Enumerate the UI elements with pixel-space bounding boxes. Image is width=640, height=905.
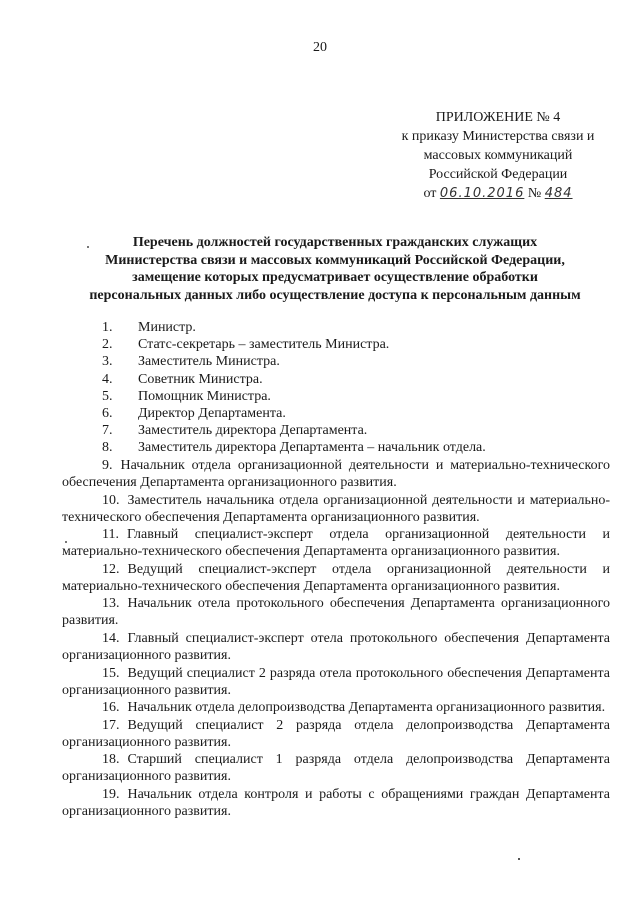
scan-speck	[65, 541, 67, 543]
item-text: Статс-секретарь – заместитель Министра.	[138, 337, 390, 353]
list-item	[62, 492, 610, 526]
item-text: Помощник Министра.	[138, 388, 271, 404]
appendix-date-line	[378, 184, 618, 203]
item-number: 2.	[102, 337, 113, 353]
item-number: 18.	[102, 752, 120, 768]
item-text: Начальник отела протокольного обеспечения Департамента организационного развития.	[62, 596, 610, 629]
list-item	[62, 371, 610, 388]
item-text: Советник Министра.	[138, 371, 263, 387]
item-number: 1.	[102, 320, 113, 335]
appendix-title: ПРИЛОЖЕНИЕ № 4	[435, 110, 561, 125]
item-number: 7.	[102, 423, 113, 439]
heading-line: Перечень должностей государственных гражданских служащих	[132, 235, 538, 250]
handwritten-date: 06.10.2016	[439, 186, 525, 201]
scan-speck	[518, 858, 520, 860]
item-number: 19.	[102, 787, 120, 803]
item-number: 13.	[102, 596, 120, 612]
item-number: 9.	[102, 458, 113, 474]
list-item	[62, 717, 610, 751]
item-text: Начальник отдела организационной деятельности и материально-технического обеспечения Департамента организационного развития.	[62, 458, 610, 491]
item-number: 12.	[102, 561, 120, 577]
number-prefix: №	[527, 186, 542, 201]
item-number: 11.	[102, 527, 119, 543]
item-number: 3.	[102, 354, 113, 370]
item-text: Ведущий специалист 2 разряда отела протокольного обеспечения Департамента организационного развития.	[62, 665, 610, 698]
item-text: Начальник отдела контроля и работы с обращениями граждан Департамента организационного развития.	[62, 787, 610, 820]
item-text: Заместитель начальника отдела организационной деятельности и материально-технического обеспечения Департамента организационного развития.	[62, 492, 610, 525]
list-item	[62, 561, 610, 595]
list-item	[62, 526, 610, 560]
list-item	[62, 595, 610, 629]
list-item	[62, 422, 610, 439]
list-item	[62, 665, 610, 699]
list-item	[62, 630, 610, 664]
item-number: 5.	[102, 388, 113, 404]
heading-line: замещение которых предусматривает осуществление обработки	[132, 270, 538, 285]
document-heading	[60, 234, 610, 304]
item-number: 15.	[102, 665, 120, 681]
list-item	[62, 439, 610, 456]
list-item	[62, 336, 610, 353]
item-text: Ведущий специалист-эксперт отдела организационной деятельности и материально-технического обеспечения Департамента организационного развития.	[62, 561, 610, 594]
heading-line: Министерства связи и массовых коммуникаций Российской Федерации,	[105, 252, 565, 268]
item-text: Старший специалист 1 разряда отдела делопроизводства Департамента организационного развития.	[62, 752, 610, 785]
appendix-block	[378, 108, 618, 203]
item-text: Заместитель директора Департамента.	[138, 423, 368, 439]
item-text: Главный специалист-эксперт отдела организационной деятельности и материально-технического обеспечения Департамента организационного развития.	[62, 527, 610, 560]
item-number: 6.	[102, 405, 113, 421]
appendix-line: к приказу Министерства связи и	[401, 129, 595, 144]
item-number: 16.	[102, 700, 120, 716]
item-number: 14.	[102, 631, 120, 647]
appendix-line: массовых коммуникаций	[423, 148, 573, 163]
item-text: Директор Департамента.	[138, 405, 286, 421]
item-number: 10.	[102, 492, 120, 508]
appendix-line: Российской Федерации	[428, 167, 568, 182]
item-number: 17.	[102, 717, 120, 733]
list-item	[62, 786, 610, 820]
list-item	[62, 699, 610, 716]
item-text: Министр.	[138, 320, 196, 335]
item-number: 8.	[102, 440, 113, 456]
item-number: 4.	[102, 371, 113, 387]
item-text: Начальник отдела делопроизводства Департамента организационного развития.	[127, 700, 606, 716]
item-text: Главный специалист-эксперт отела протокольного обеспечения Департамента организационного развития.	[62, 631, 610, 664]
list-item	[62, 319, 610, 336]
positions-list	[62, 319, 610, 821]
list-item	[62, 353, 610, 370]
list-item	[62, 388, 610, 405]
item-text: Ведущий специалист 2 разряда отдела делопроизводства Департамента организационного развития.	[62, 717, 610, 750]
heading-line: персональных данных либо осуществление доступа к персональным данным	[89, 287, 581, 303]
page-number: 20	[313, 40, 327, 55]
handwritten-number: 484	[544, 186, 573, 201]
date-prefix: от	[423, 186, 437, 201]
item-text: Заместитель Министра.	[138, 354, 280, 370]
list-item	[62, 751, 610, 785]
list-item	[62, 405, 610, 422]
item-text: Заместитель директора Департамента – начальник отдела.	[138, 440, 486, 456]
list-item	[62, 457, 610, 491]
